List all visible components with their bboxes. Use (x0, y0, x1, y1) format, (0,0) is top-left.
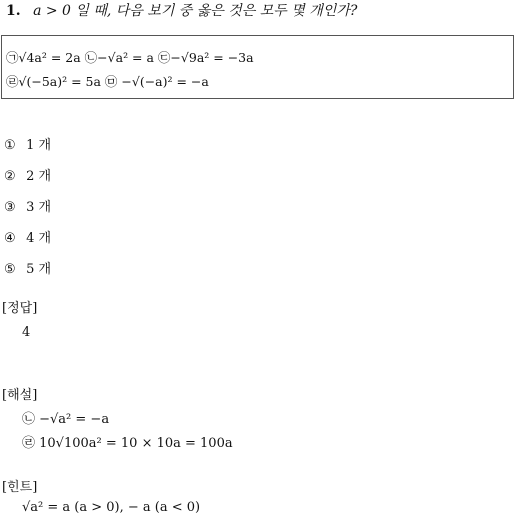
option-4[interactable] (4, 227, 51, 246)
option-2-label: 2 개 (26, 169, 52, 184)
example-box (1, 35, 514, 99)
hint-heading: [힌트] (2, 480, 38, 495)
option-5[interactable] (4, 258, 51, 277)
explanation-line-2: ㉣ 10√100a² = 10 × 10a = 100a (22, 436, 233, 451)
option-1[interactable] (4, 134, 51, 153)
option-5-label: 5 개 (26, 262, 52, 277)
option-2[interactable] (4, 165, 51, 184)
answer-value: 4 (22, 325, 31, 340)
question-text: a > 0 일 때, 다음 보기 중 옳은 것은 모두 몇 개인가? (33, 3, 358, 19)
option-2-mark: ② (4, 169, 16, 184)
option-1-label: 1 개 (26, 138, 52, 153)
question-number: 1. (6, 3, 21, 19)
option-3-mark: ③ (4, 200, 16, 215)
option-4-label: 4 개 (26, 231, 52, 246)
explanation-heading: [해설] (2, 388, 38, 403)
option-4-mark: ④ (4, 231, 16, 246)
example-line-2: ㉣√(−5a)² = 5a ㉤ −√(−a)² = −a (6, 74, 209, 89)
option-1-mark: ① (4, 138, 16, 153)
explanation-line-1: ㉡ −√a² = −a (22, 412, 110, 427)
hint-line-1: √a² = a (a > 0), − a (a < 0) (22, 500, 201, 515)
option-3[interactable] (4, 196, 51, 215)
option-5-mark: ⑤ (4, 262, 16, 277)
example-line-1: ㉠√4a² = 2a ㉡−√a² = a ㉢−√9a² = −3a (6, 50, 254, 65)
option-3-label: 3 개 (26, 200, 52, 215)
question-title (6, 0, 357, 20)
answer-heading: [정답] (2, 301, 38, 316)
